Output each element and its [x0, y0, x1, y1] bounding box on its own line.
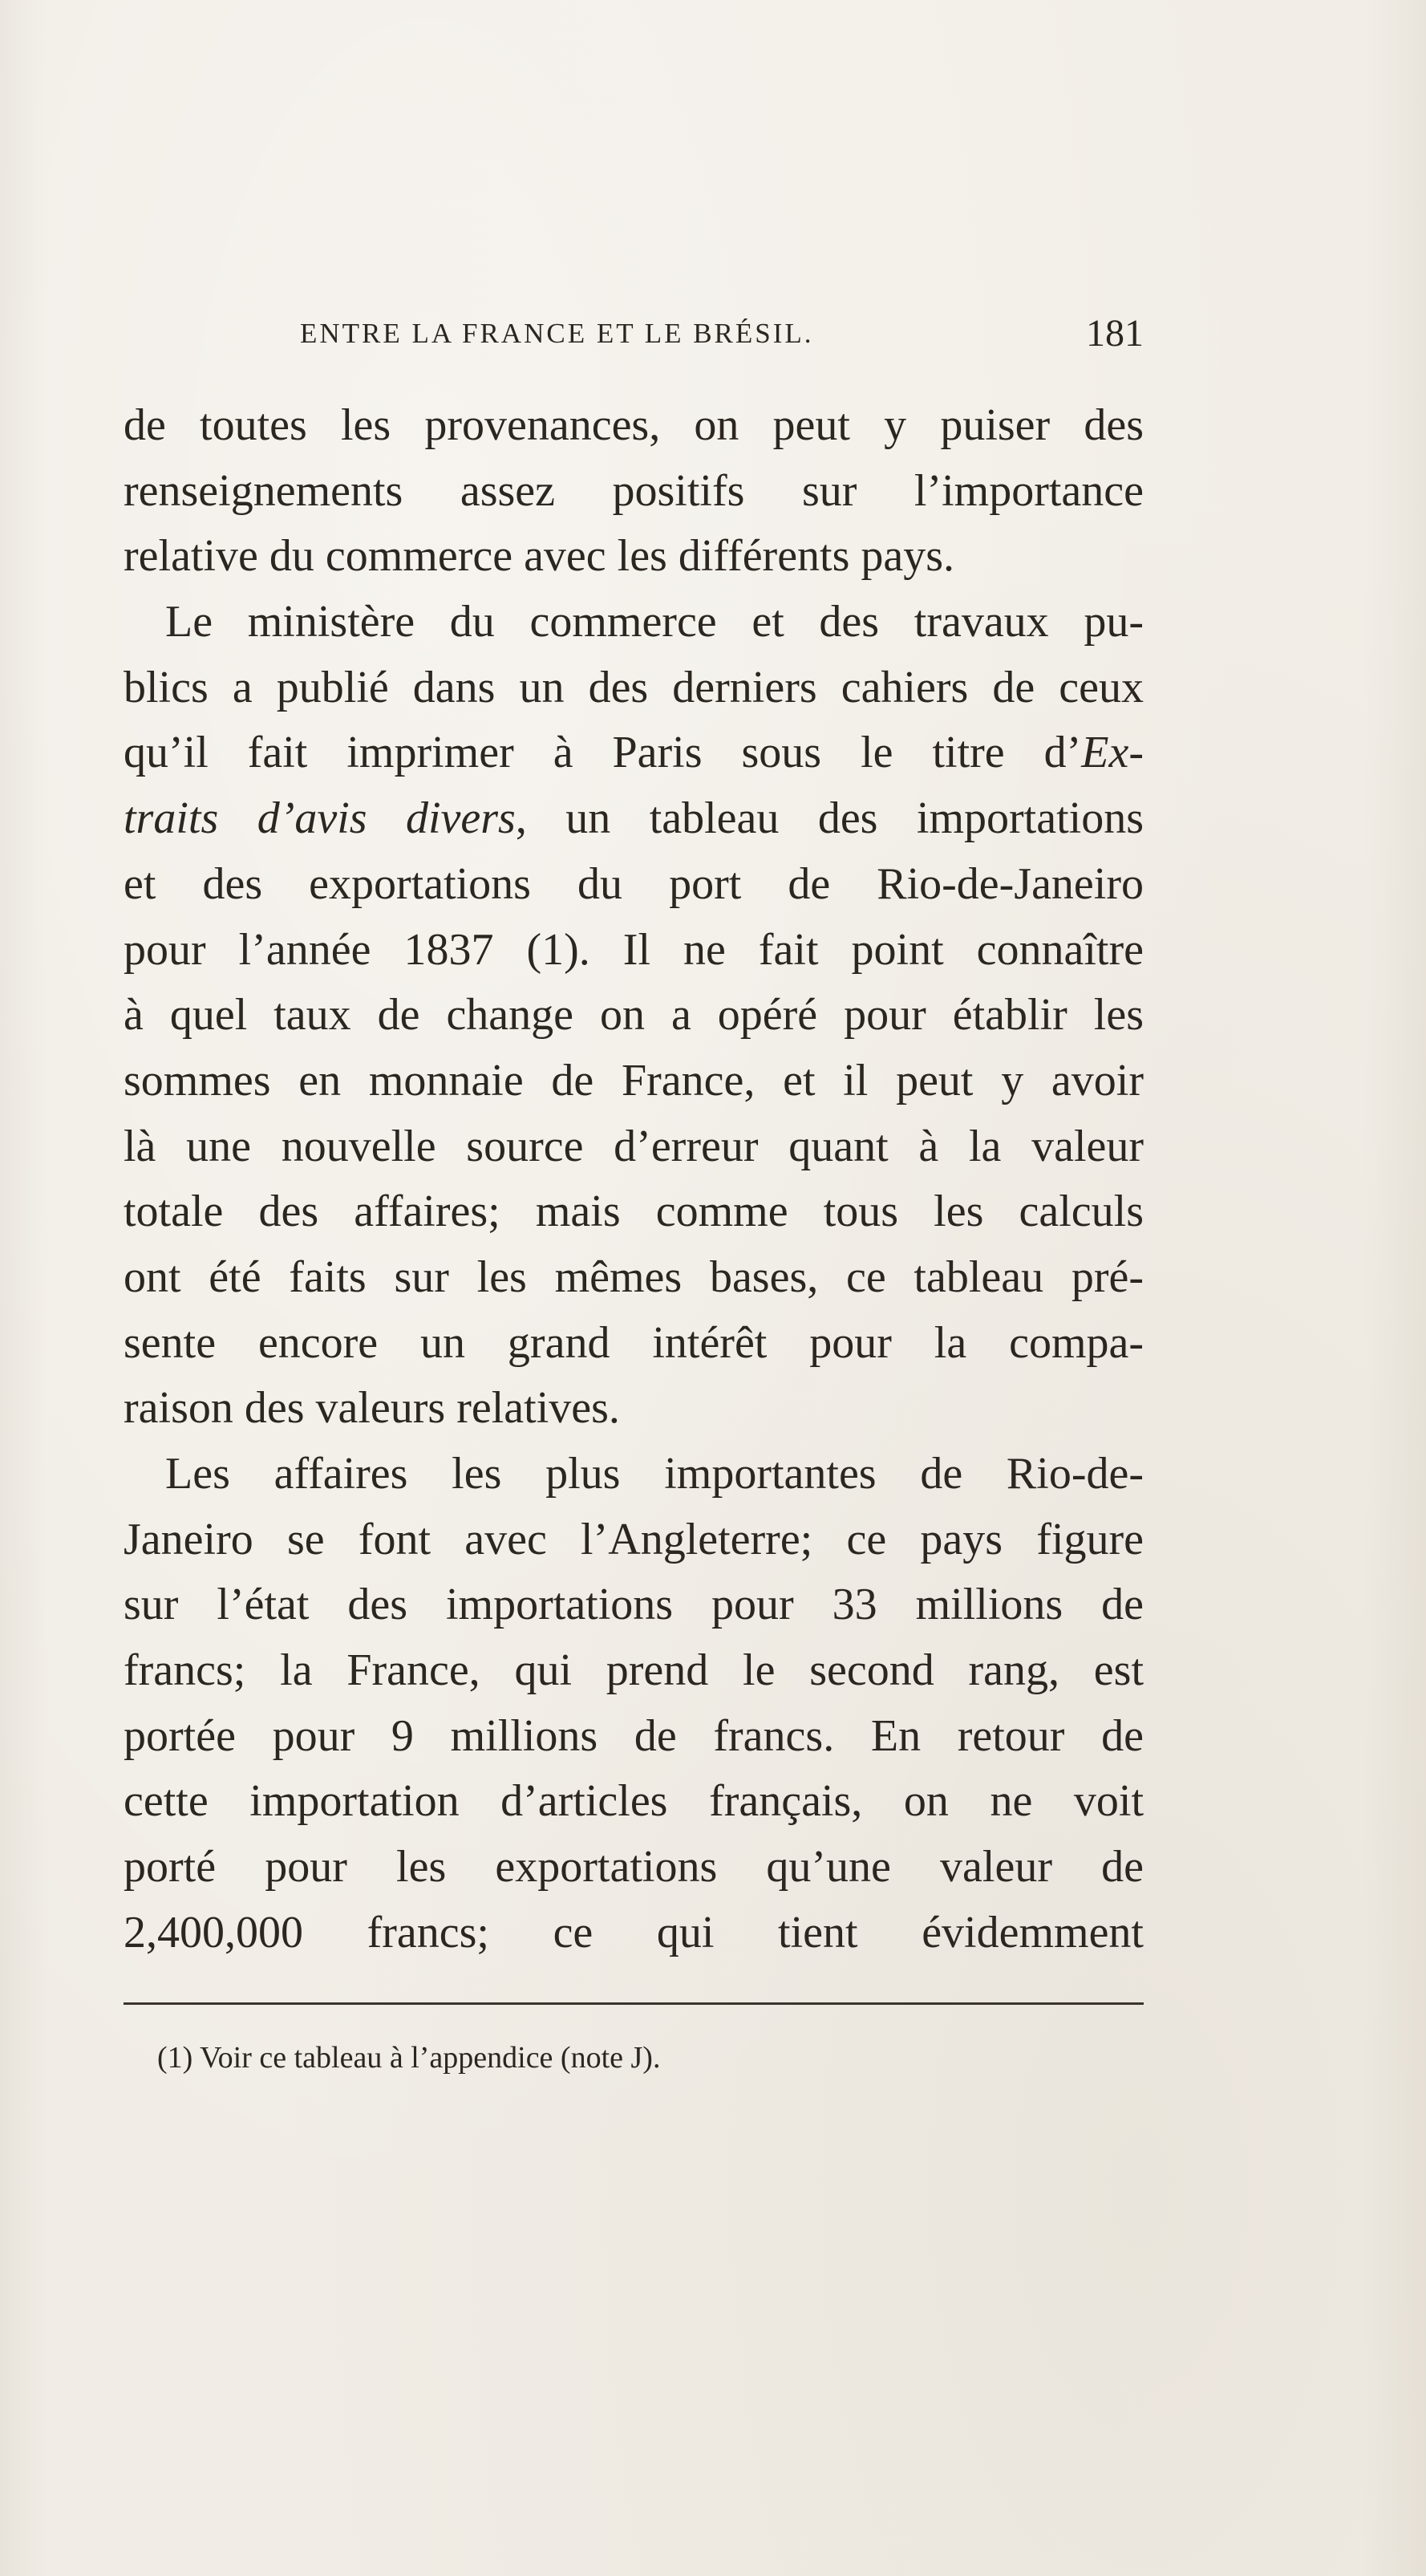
text-line: Les affaires les plus importantes de Rio-de-	[165, 1449, 1144, 1499]
text-line	[124, 720, 1144, 786]
italic-title-end: traits d’avis divers	[124, 793, 516, 844]
text-line: portée pour 9 millions de francs. En retour de	[124, 1710, 1144, 1761]
text-line: relative du commerce avec les différents pays.	[124, 531, 955, 582]
page-header	[124, 311, 1144, 367]
italic-title-start: Ex-	[1081, 728, 1144, 778]
text-segment: qu’il fait imprimer à Paris sous le titre d’	[124, 728, 1082, 778]
text-line: pour l’année 1837 (1). Il ne fait point connaître	[124, 924, 1144, 975]
text-line: là une nouvelle source d’erreur quant à la valeur	[124, 1121, 1144, 1171]
text-segment: , un tableau des importations	[515, 793, 1144, 844]
text-line: 2,400,000 francs; ce qui tient évidemment	[124, 1907, 1144, 1957]
text-line: raison des valeurs relatives.	[124, 1383, 620, 1434]
text-line: cette importation d’articles français, on ne voit	[124, 1776, 1144, 1827]
footnote-rule	[124, 2002, 1144, 2005]
text-line: renseignements assez positifs sur l’importance	[124, 465, 1144, 516]
body-text	[124, 393, 1144, 1966]
page-number: 181	[1086, 312, 1144, 355]
text-line: ont été faits sur les mêmes bases, ce tableau pré-	[124, 1251, 1144, 1302]
text-line: Janeiro se font avec l’Angleterre; ce pays figure	[124, 1514, 1144, 1564]
text-line	[124, 786, 1144, 852]
text-line: Le ministère du commerce et des travaux pu-	[165, 597, 1144, 647]
text-line: francs; la France, qui prend le second rang, est	[124, 1645, 1144, 1696]
text-line: sur l’état des importations pour 33 millions de	[124, 1580, 1144, 1630]
text-line: blics a publié dans un des derniers cahiers de ceux	[124, 662, 1144, 712]
footnote: (1) Voir ce tableau à l’appendice (note J).	[157, 2041, 661, 2075]
text-line: porté pour les exportations qu’une valeur de	[124, 1842, 1144, 1892]
text-line: de toutes les provenances, on peut y puiser des	[124, 400, 1144, 450]
running-title: ENTRE LA FRANCE ET LE BRÉSIL.	[300, 318, 814, 349]
text-line: totale des affaires; mais comme tous les calculs	[124, 1187, 1144, 1237]
text-line: et des exportations du port de Rio-de-Janeiro	[124, 858, 1144, 909]
text-line: sommes en monnaie de France, et il peut y avoir	[124, 1055, 1144, 1105]
text-line: à quel taux de change on a opéré pour établir les	[124, 990, 1144, 1041]
text-line: sente encore un grand intérêt pour la compa-	[124, 1317, 1144, 1368]
